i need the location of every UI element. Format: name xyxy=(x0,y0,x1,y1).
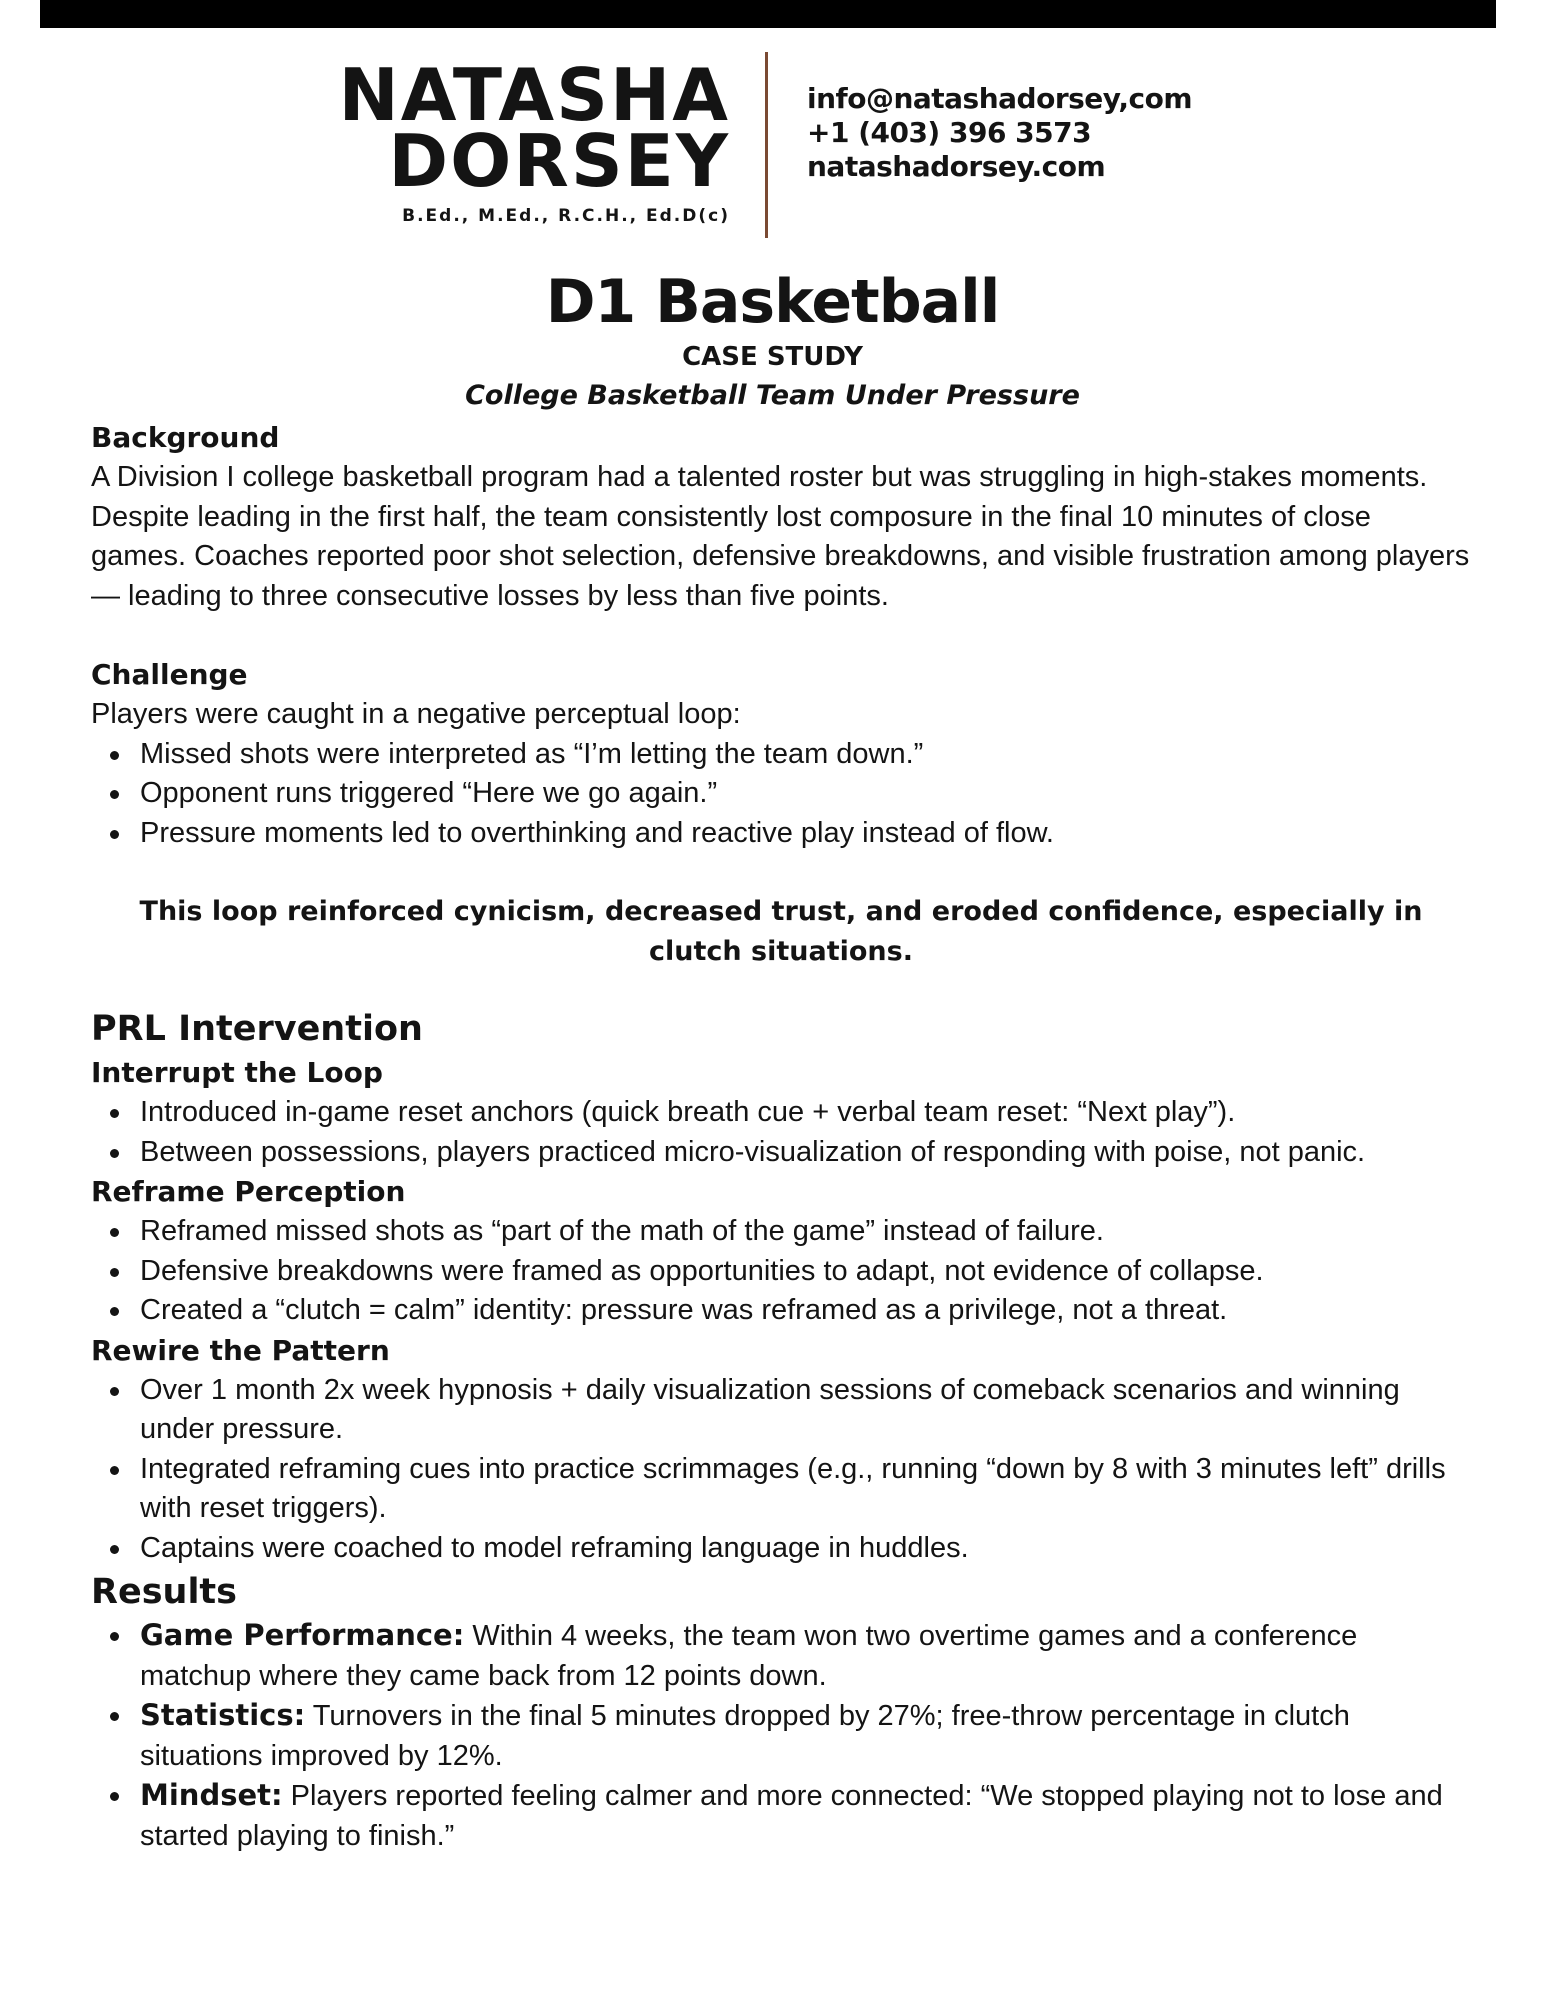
results-heading: Results xyxy=(91,1572,237,1612)
header-divider xyxy=(765,52,768,238)
credentials: B.Ed., M.Ed., R.C.H., Ed.D(c) xyxy=(402,206,730,226)
interrupt-heading: Interrupt the Loop xyxy=(91,1056,383,1089)
phone-text: +1 (403) 396 3573 xyxy=(807,116,1092,149)
list-item: Introduced in-game reset anchors (quick breath cue + verbal team reset: “Next play”). xyxy=(91,1093,1471,1133)
document-body xyxy=(91,418,1471,1856)
reframe-heading: Reframe Perception xyxy=(91,1175,406,1208)
rewire-heading: Rewire the Pattern xyxy=(91,1333,390,1367)
results-list xyxy=(91,1616,1471,1856)
name-block xyxy=(320,53,730,226)
list-item: Created a “clutch = calm” identity: pressure was reframed as a privilege, not a threat. xyxy=(91,1291,1471,1331)
contact-info xyxy=(807,82,1192,184)
page-title: D1 Basketball xyxy=(545,267,1000,337)
challenge-list xyxy=(91,735,1471,854)
list-item xyxy=(91,1776,1471,1856)
top-bar xyxy=(40,0,1496,28)
intervention-heading: PRL Intervention xyxy=(91,1009,423,1049)
list-item: Pressure moments led to overthinking and reactive play instead of flow. xyxy=(91,814,1471,854)
result-label: Statistics: xyxy=(140,1698,306,1732)
list-item: Between possessions, players practiced micro-visualization of responding with poise, not panic. xyxy=(91,1133,1471,1173)
list-item xyxy=(91,1696,1471,1776)
list-item: Integrated reframing cues into practice scrimmages (e.g., running “down by 8 with 3 minutes left” drills with reset triggers). xyxy=(91,1450,1471,1529)
result-label: Game Performance: xyxy=(140,1618,465,1652)
interrupt-list xyxy=(91,1093,1471,1172)
result-text: Players reported feeling calmer and more connected: “We stopped playing not to lose and started playing to finish.” xyxy=(140,1780,1443,1852)
page-tagline: College Basketball Team Under Pressure xyxy=(465,380,1080,411)
list-item: Captains were coached to model reframing language in huddles. xyxy=(91,1529,1471,1569)
challenge-intro: Players were caught in a negative perceptual loop: xyxy=(91,698,741,730)
background-text: A Division I college basketball program had a talented roster but was struggling in high-stakes moments. Despite leading in the first half, the team consistently lost composure in the final 10 minutes of close games. Coaches reported poor shot selection, defensive breakdowns, and visible frustration among players — leading to three consecutive losses by less than five points. xyxy=(91,461,1470,612)
page-subtitle: CASE STUDY xyxy=(682,342,863,372)
reframe-list xyxy=(91,1212,1471,1331)
rewire-list xyxy=(91,1371,1471,1569)
letterhead xyxy=(0,52,1545,242)
result-text: Within 4 weeks, the team won two overtime games and a conference matchup where they came back from 12 points down. xyxy=(140,1620,1358,1692)
name-last: DORSEY xyxy=(388,119,730,203)
result-text: Turnovers in the final 5 minutes dropped by 27%; free-throw percentage in clutch situations improved by 12%. xyxy=(140,1700,1350,1772)
challenge-callout: This loop reinforced cynicism, decreased trust, and eroded confidence, especially in clutch situations. xyxy=(139,896,1423,967)
list-item: Missed shots were interpreted as “I’m letting the team down.” xyxy=(91,735,1471,775)
list-item: Reframed missed shots as “part of the math of the game” instead of failure. xyxy=(91,1212,1471,1252)
name-first: NATASHA xyxy=(338,53,730,137)
list-item: Defensive breakdowns were framed as opportunities to adapt, not evidence of collapse. xyxy=(91,1252,1471,1292)
title-block xyxy=(0,266,1545,414)
list-item: Opponent runs triggered “Here we go again.” xyxy=(91,774,1471,814)
email-text: info@natashadorsey,com xyxy=(807,82,1193,115)
list-item xyxy=(91,1616,1471,1696)
website-text: natashadorsey.com xyxy=(807,150,1106,183)
result-label: Mindset: xyxy=(140,1778,283,1812)
background-heading: Background xyxy=(91,421,280,454)
list-item: Over 1 month 2x week hypnosis + daily visualization sessions of comeback scenarios and winning under pressure. xyxy=(91,1371,1471,1450)
challenge-heading: Challenge xyxy=(91,658,248,691)
